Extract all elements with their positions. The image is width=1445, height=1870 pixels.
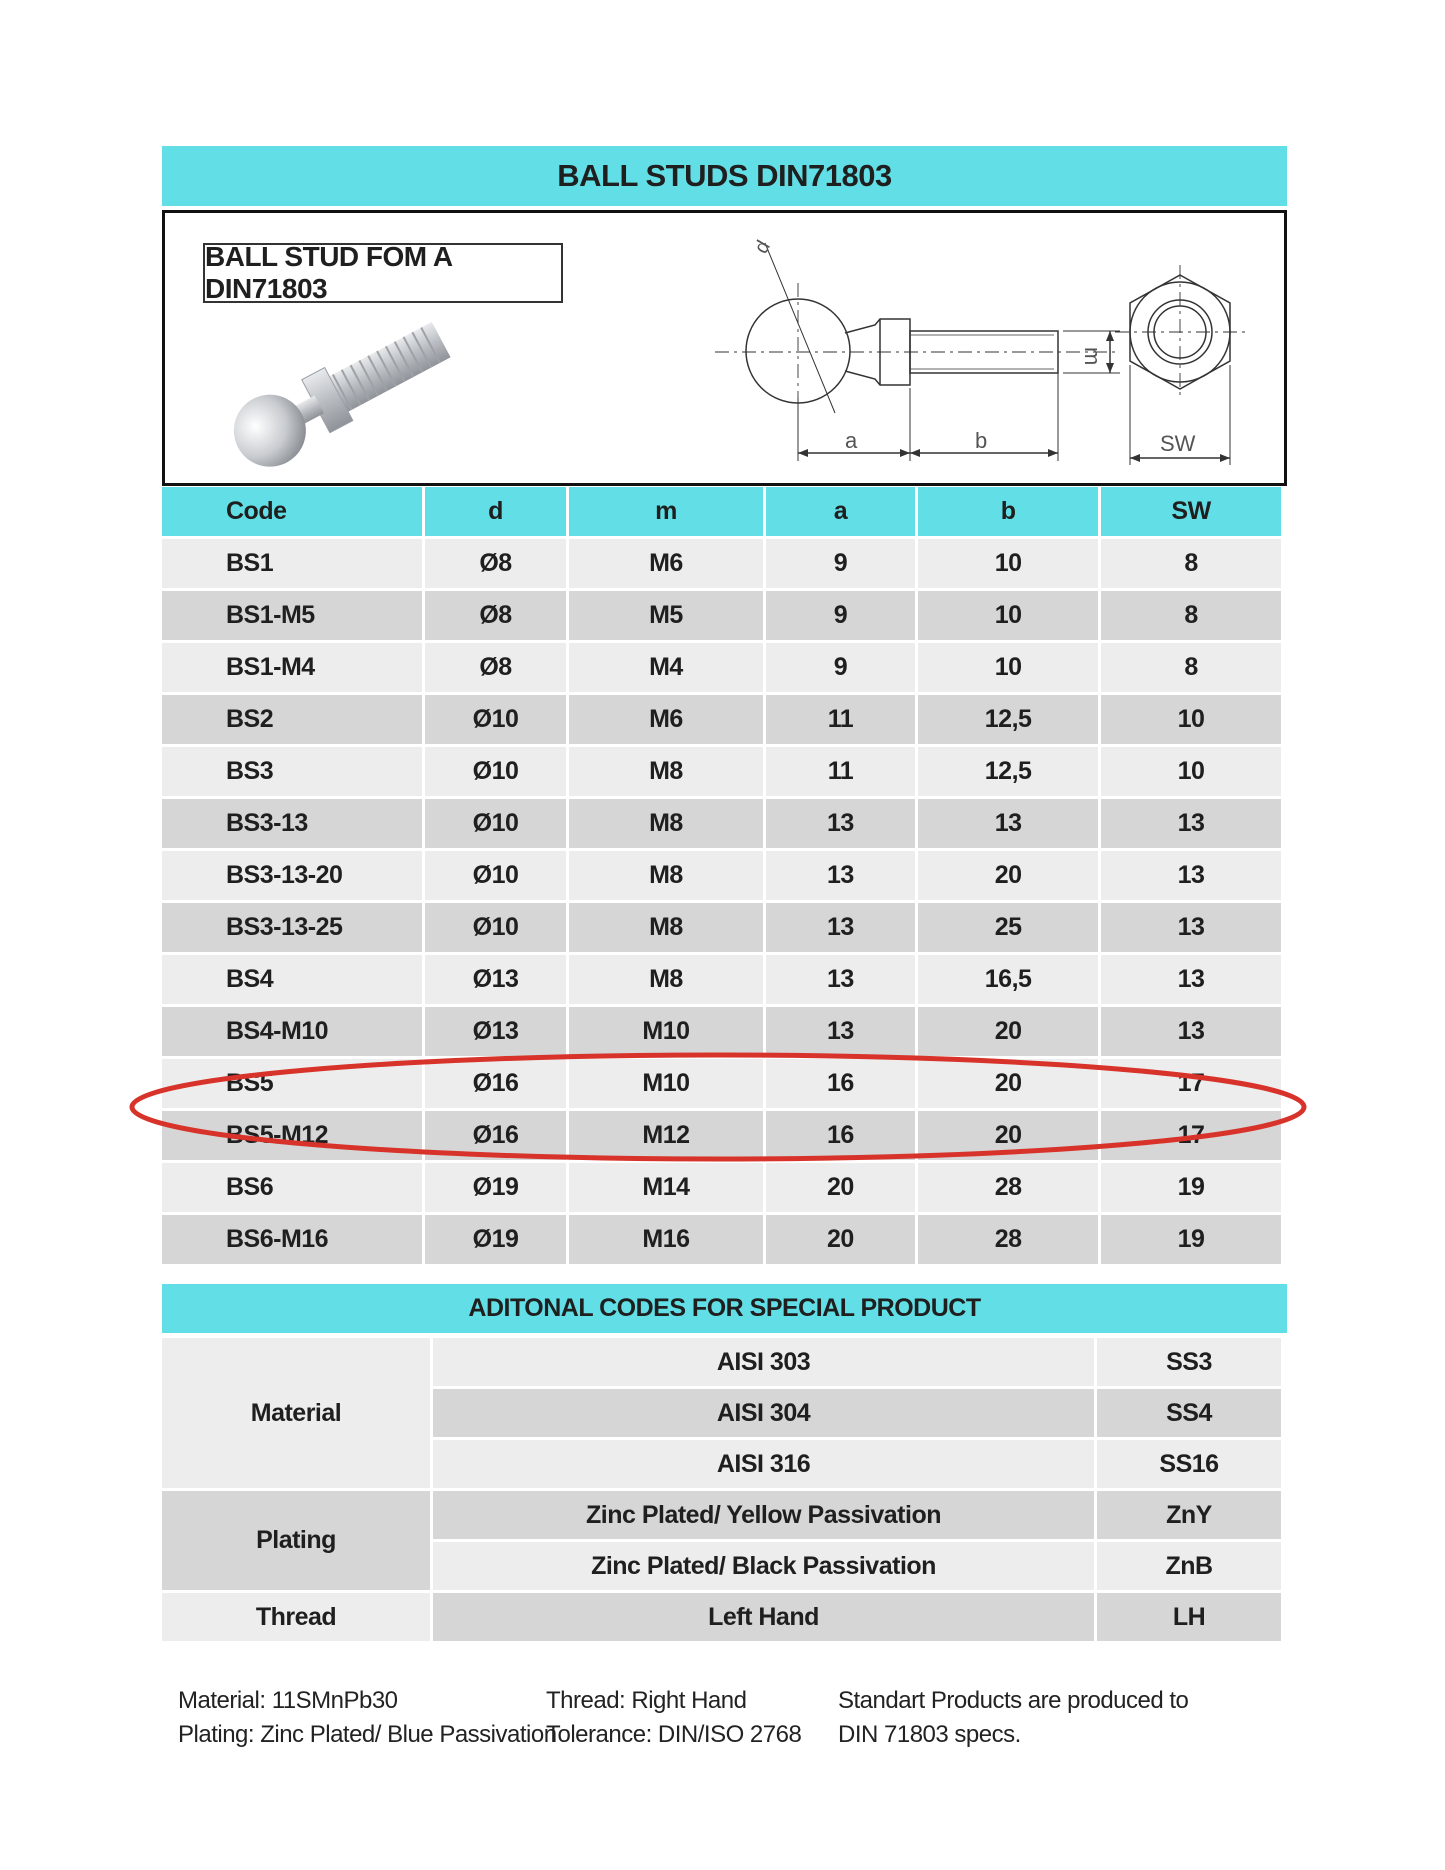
- cell-code: BS6-M16: [162, 1215, 422, 1264]
- cell-d: Ø13: [425, 1007, 566, 1056]
- table-row: [162, 695, 1281, 744]
- cell-d: Ø10: [425, 747, 566, 796]
- cell-d: Ø10: [425, 799, 566, 848]
- cell-sw: 17: [1101, 1111, 1281, 1160]
- cell-b: 20: [918, 1111, 1098, 1160]
- cell-a: 13: [766, 955, 915, 1004]
- cell-sw: 17: [1101, 1059, 1281, 1108]
- header-b: b: [918, 487, 1098, 536]
- cell-b: 20: [918, 851, 1098, 900]
- cell-sw: 8: [1101, 591, 1281, 640]
- option-name: Zinc Plated/ Yellow Passivation: [433, 1491, 1094, 1539]
- cell-a: 16: [766, 1111, 915, 1160]
- additional-codes-table: [159, 1335, 1284, 1644]
- cell-d: Ø19: [425, 1215, 566, 1264]
- footer-standard-line2: DIN 71803 specs.: [838, 1721, 1021, 1748]
- cell-a: 11: [766, 695, 915, 744]
- option-code: ZnY: [1097, 1491, 1281, 1539]
- cell-sw: 8: [1101, 539, 1281, 588]
- cell-b: 28: [918, 1215, 1098, 1264]
- cell-b: 12,5: [918, 695, 1098, 744]
- cell-a: 13: [766, 851, 915, 900]
- cell-sw: 10: [1101, 695, 1281, 744]
- cell-b: 12,5: [918, 747, 1098, 796]
- category-thread: Thread: [162, 1593, 430, 1641]
- cell-b: 25: [918, 903, 1098, 952]
- cell-m: M16: [569, 1215, 763, 1264]
- table-row: [162, 799, 1281, 848]
- cell-d: Ø10: [425, 851, 566, 900]
- cell-sw: 13: [1101, 955, 1281, 1004]
- cell-m: M8: [569, 851, 763, 900]
- cell-a: 13: [766, 1007, 915, 1056]
- footer-col-3: [838, 1684, 1188, 1752]
- table-row: [162, 643, 1281, 692]
- cell-b: 10: [918, 591, 1098, 640]
- additional-row: [162, 1338, 1281, 1386]
- footer-thread: Thread: Right Hand: [546, 1687, 747, 1714]
- highlight-ellipse: [128, 1048, 1308, 1166]
- additional-codes-title: ADITONAL CODES FOR SPECIAL PRODUCT: [162, 1284, 1287, 1333]
- cell-sw: 8: [1101, 643, 1281, 692]
- cell-b: 13: [918, 799, 1098, 848]
- cell-code: BS5-M12: [162, 1111, 422, 1160]
- cell-b: 10: [918, 643, 1098, 692]
- cell-d: Ø10: [425, 695, 566, 744]
- cell-m: M8: [569, 903, 763, 952]
- cell-b: 10: [918, 539, 1098, 588]
- footer-plating: Plating: Zinc Plated/ Blue Passivation: [178, 1721, 557, 1748]
- cell-sw: 13: [1101, 799, 1281, 848]
- image-label: BALL STUD FOM A DIN71803: [203, 243, 563, 303]
- cell-m: M8: [569, 955, 763, 1004]
- table-row: [162, 747, 1281, 796]
- cell-m: M5: [569, 591, 763, 640]
- cell-code: BS2: [162, 695, 422, 744]
- cell-m: M14: [569, 1163, 763, 1212]
- header-a: a: [766, 487, 915, 536]
- header-sw: SW: [1101, 487, 1281, 536]
- table-row: [162, 1163, 1281, 1212]
- option-name: Zinc Plated/ Black Passivation: [433, 1542, 1094, 1590]
- cell-code: BS3-13-20: [162, 851, 422, 900]
- cell-m: M8: [569, 799, 763, 848]
- cell-d: Ø8: [425, 591, 566, 640]
- option-name: AISI 316: [433, 1440, 1094, 1488]
- footer-standard-line1: Standart Products are produced to: [838, 1687, 1189, 1714]
- technical-drawing-side: [705, 223, 1125, 478]
- cell-m: M4: [569, 643, 763, 692]
- table-row: [162, 539, 1281, 588]
- cell-sw: 13: [1101, 851, 1281, 900]
- cell-code: BS4: [162, 955, 422, 1004]
- page-title: BALL STUDS DIN71803: [162, 146, 1287, 206]
- footer-col-2: [546, 1684, 801, 1752]
- cell-sw: 13: [1101, 903, 1281, 952]
- cell-code: BS6: [162, 1163, 422, 1212]
- table-row: [162, 903, 1281, 952]
- cell-a: 9: [766, 643, 915, 692]
- option-code: SS3: [1097, 1338, 1281, 1386]
- cell-d: Ø16: [425, 1059, 566, 1108]
- header-m: m: [569, 487, 763, 536]
- cell-b: 20: [918, 1059, 1098, 1108]
- footer-tolerance: Tolerance: DIN/ISO 2768: [546, 1721, 802, 1748]
- category-plating: Plating: [162, 1491, 430, 1590]
- cell-d: Ø16: [425, 1111, 566, 1160]
- cell-d: Ø8: [425, 539, 566, 588]
- ball-stud-photo: [215, 303, 475, 478]
- cell-sw: 13: [1101, 1007, 1281, 1056]
- dim-label-sw: SW: [1160, 431, 1196, 456]
- table-row: [162, 1215, 1281, 1264]
- cell-sw: 19: [1101, 1215, 1281, 1264]
- cell-code: BS3-13: [162, 799, 422, 848]
- table-row: [162, 591, 1281, 640]
- cell-b: 20: [918, 1007, 1098, 1056]
- header-d: d: [425, 487, 566, 536]
- dim-label-d: d: [750, 236, 775, 258]
- cell-a: 20: [766, 1215, 915, 1264]
- cell-code: BS3-13-25: [162, 903, 422, 952]
- cell-d: Ø10: [425, 903, 566, 952]
- option-name: Left Hand: [433, 1593, 1094, 1641]
- cell-code: BS3: [162, 747, 422, 796]
- cell-d: Ø19: [425, 1163, 566, 1212]
- cell-m: M10: [569, 1059, 763, 1108]
- additional-row: [162, 1491, 1281, 1539]
- cell-b: 16,5: [918, 955, 1098, 1004]
- cell-a: 9: [766, 591, 915, 640]
- cell-code: BS4-M10: [162, 1007, 422, 1056]
- footer-col-1: [178, 1684, 557, 1752]
- option-code: ZnB: [1097, 1542, 1281, 1590]
- cell-m: M12: [569, 1111, 763, 1160]
- table-header-row: [162, 487, 1281, 536]
- cell-sw: 19: [1101, 1163, 1281, 1212]
- cell-m: M6: [569, 539, 763, 588]
- table-row: [162, 955, 1281, 1004]
- option-code: SS16: [1097, 1440, 1281, 1488]
- cell-m: M6: [569, 695, 763, 744]
- footer-material: Material: 11SMnPb30: [178, 1687, 398, 1714]
- cell-m: M10: [569, 1007, 763, 1056]
- option-name: AISI 304: [433, 1389, 1094, 1437]
- cell-a: 13: [766, 799, 915, 848]
- cell-a: 9: [766, 539, 915, 588]
- technical-drawing-end: [1115, 265, 1245, 475]
- option-code: LH: [1097, 1593, 1281, 1641]
- dim-label-m: m: [1080, 347, 1105, 366]
- dim-label-b: b: [975, 428, 988, 453]
- cell-m: M8: [569, 747, 763, 796]
- cell-d: Ø13: [425, 955, 566, 1004]
- cell-a: 16: [766, 1059, 915, 1108]
- cell-code: BS1: [162, 539, 422, 588]
- cell-d: Ø8: [425, 643, 566, 692]
- product-image-panel: [162, 210, 1287, 486]
- option-name: AISI 303: [433, 1338, 1094, 1386]
- cell-sw: 10: [1101, 747, 1281, 796]
- cell-a: 11: [766, 747, 915, 796]
- cell-code: BS1-M5: [162, 591, 422, 640]
- dim-label-a: a: [845, 428, 858, 453]
- cell-a: 20: [766, 1163, 915, 1212]
- additional-row: [162, 1593, 1281, 1641]
- cell-b: 28: [918, 1163, 1098, 1212]
- category-material: Material: [162, 1338, 430, 1488]
- option-code: SS4: [1097, 1389, 1281, 1437]
- header-code: Code: [162, 487, 422, 536]
- table-row: [162, 851, 1281, 900]
- cell-a: 13: [766, 903, 915, 952]
- cell-code: BS1-M4: [162, 643, 422, 692]
- cell-code: BS5: [162, 1059, 422, 1108]
